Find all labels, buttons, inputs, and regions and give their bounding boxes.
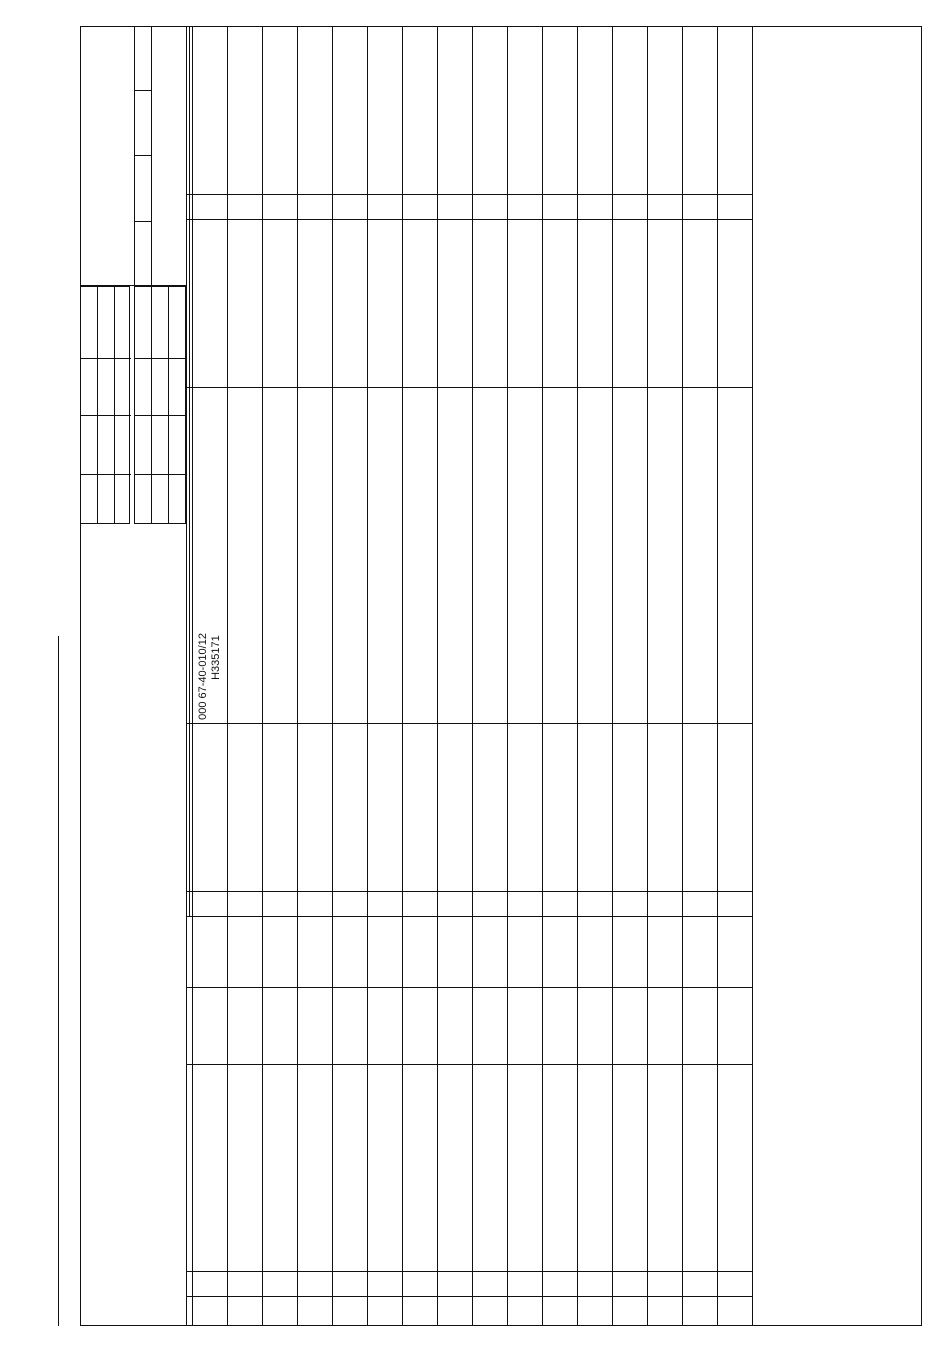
- to-be-added-cell: [648, 988, 683, 1065]
- empty-reference-cell: [333, 27, 368, 195]
- material-cell: [333, 917, 368, 988]
- to-be-added-cell: [298, 988, 333, 1065]
- notice-divider: [58, 636, 59, 1326]
- quantity-cell: [648, 1272, 683, 1297]
- page-number: [135, 156, 151, 221]
- material-cell: [718, 917, 753, 988]
- description-cell: [473, 1065, 508, 1272]
- material-cell: [648, 917, 683, 988]
- empty-reference-cell: [473, 27, 508, 195]
- to-be-added-cell: [578, 988, 613, 1065]
- empty-reference-cell: [683, 195, 718, 220]
- empty-reference-cell: [683, 723, 718, 891]
- reference-cell: [228, 220, 263, 388]
- empty-reference-cell: [578, 891, 613, 916]
- date-label: [135, 474, 151, 523]
- item-cell: [333, 1297, 368, 1326]
- empty-reference-cell: [613, 195, 648, 220]
- table-row: [683, 27, 718, 1326]
- item-cell: [508, 1297, 543, 1326]
- empty-reference-cell: [403, 891, 438, 916]
- item-cell: [473, 1297, 508, 1326]
- description-cell: [543, 1065, 578, 1272]
- reference-cell: [543, 220, 578, 388]
- quantity-cell: [543, 1272, 578, 1297]
- empty-reference-cell: [473, 723, 508, 891]
- empty-reference-cell: [368, 723, 403, 891]
- empty-reference-cell: [403, 723, 438, 891]
- empty-reference-cell: [543, 27, 578, 195]
- empty-reference-cell: [543, 891, 578, 916]
- to-be-added-cell: [193, 988, 228, 1065]
- material-cell: [543, 917, 578, 988]
- date-label: [81, 474, 97, 523]
- item-cell: [228, 1297, 263, 1326]
- empty-reference-cell: [543, 388, 578, 724]
- item-cell: [543, 1297, 578, 1326]
- description-cell: [368, 1065, 403, 1272]
- reference-cell: [718, 220, 753, 388]
- item-cell: [368, 1297, 403, 1326]
- material-cell: [263, 917, 298, 988]
- description-cell: [648, 1065, 683, 1272]
- reviewed-label: [115, 474, 131, 523]
- empty-reference-cell: [263, 891, 298, 916]
- empty-reference-cell: [368, 27, 403, 195]
- empty-reference-cell: [263, 388, 298, 724]
- empty-reference-cell: [543, 195, 578, 220]
- empty-reference-cell: [473, 195, 508, 220]
- empty-reference-cell: [718, 195, 753, 220]
- description-cell: [228, 1065, 263, 1272]
- empty-reference-cell: [648, 891, 683, 916]
- empty-reference-cell: [578, 195, 613, 220]
- description-cell: [298, 1065, 333, 1272]
- table-row: [508, 27, 543, 1326]
- quantity-cell: [298, 1272, 333, 1297]
- empty-reference-cell: [368, 388, 403, 724]
- to-be-added-cell: [613, 988, 648, 1065]
- empty-reference-cell: [263, 723, 298, 891]
- empty-reference-cell: [403, 27, 438, 195]
- to-be-added-cell: [228, 988, 263, 1065]
- description-cell: [333, 1065, 368, 1272]
- to-be-added-cell: [403, 988, 438, 1065]
- table-row: [228, 27, 263, 1326]
- reference-cell: [473, 220, 508, 388]
- material-cell: [403, 917, 438, 988]
- to-be-added-cell: [368, 988, 403, 1065]
- empty-reference-cell: [298, 388, 333, 724]
- reference-cell: [403, 220, 438, 388]
- empty-reference-cell: [193, 195, 228, 220]
- empty-reference-cell: [473, 891, 508, 916]
- quantity-cell: [683, 1272, 718, 1297]
- item-cell: [403, 1297, 438, 1326]
- table-row: [648, 27, 683, 1326]
- empty-reference-cell: [333, 195, 368, 220]
- reference-cell: [368, 220, 403, 388]
- part-number: H335171: [210, 635, 222, 680]
- material-cell: [578, 917, 613, 988]
- name-label: [152, 474, 168, 523]
- quantity-cell: [403, 1272, 438, 1297]
- item-cell: [298, 1297, 333, 1326]
- to-be-added-cell: [683, 988, 718, 1065]
- description-cell: [403, 1065, 438, 1272]
- approval-block-1: [80, 286, 130, 524]
- description-cell: [683, 1065, 718, 1272]
- quantity-cell: [193, 1272, 228, 1297]
- empty-reference-cell: [333, 388, 368, 724]
- empty-reference-cell: [228, 388, 263, 724]
- quantity-cell: [438, 1272, 473, 1297]
- reference-cell: [683, 220, 718, 388]
- empty-reference-cell: [193, 220, 228, 388]
- spare-parts-table: [186, 26, 753, 1326]
- empty-reference-cell: [613, 891, 648, 916]
- empty-reference-cell: [508, 195, 543, 220]
- material-cell: [613, 917, 648, 988]
- to-be-added-cell: [508, 988, 543, 1065]
- empty-reference-cell: [543, 723, 578, 891]
- to-be-added-cell: [263, 988, 298, 1065]
- table-row: [718, 27, 753, 1326]
- reference-cell: [438, 220, 473, 388]
- quantity-cell: [473, 1272, 508, 1297]
- empty-reference-cell: [438, 195, 473, 220]
- item-cell: [193, 1297, 228, 1326]
- empty-reference-cell: [333, 723, 368, 891]
- empty-reference-cell: [718, 891, 753, 916]
- empty-reference-cell: [718, 27, 753, 195]
- empty-reference-cell: [298, 723, 333, 891]
- material-cell: [508, 917, 543, 988]
- empty-reference-cell: [613, 27, 648, 195]
- empty-reference-cell: [368, 891, 403, 916]
- item-cell: [263, 1297, 298, 1326]
- to-be-added-cell: [473, 988, 508, 1065]
- empty-reference-cell: [718, 388, 753, 724]
- item-cell: [718, 1297, 753, 1326]
- quantity-cell: [508, 1272, 543, 1297]
- reference-cell: [298, 220, 333, 388]
- date-value: [81, 415, 97, 474]
- material-cell: [473, 917, 508, 988]
- item-cell: [438, 1297, 473, 1326]
- reference-cell: [228, 27, 263, 195]
- material-cell: [438, 917, 473, 988]
- empty-reference-cell: [508, 388, 543, 724]
- empty-reference-cell: [683, 891, 718, 916]
- item-cell: [613, 1297, 648, 1326]
- reference-cell: [333, 220, 368, 388]
- to-be-added-cell: [543, 988, 578, 1065]
- empty-reference-cell: [228, 195, 263, 220]
- empty-reference-cell: [648, 195, 683, 220]
- table-row: [193, 27, 228, 1326]
- approval-block-2: [134, 286, 186, 524]
- table-row: [578, 27, 613, 1326]
- empty-reference-cell: [578, 27, 613, 195]
- item-cell: [683, 1297, 718, 1326]
- quantity-cell: [718, 1272, 753, 1297]
- description-cell: [718, 1065, 753, 1272]
- empty-reference-cell: [683, 388, 718, 724]
- empty-reference-cell: [648, 723, 683, 891]
- table-row: [438, 27, 473, 1326]
- empty-reference-cell: [473, 388, 508, 724]
- name-label: [98, 474, 114, 523]
- quantity-cell: [578, 1272, 613, 1297]
- page-total: [135, 26, 151, 90]
- reference-cell: [508, 220, 543, 388]
- empty-reference-cell: [263, 27, 298, 195]
- description-cell: [613, 1065, 648, 1272]
- empty-reference-cell: [193, 891, 228, 916]
- empty-reference-cell: [333, 891, 368, 916]
- table-row: [368, 27, 403, 1326]
- table-row: [543, 27, 578, 1326]
- name-value: [98, 415, 114, 474]
- description-cell: [263, 1065, 298, 1272]
- empty-reference-cell: [438, 723, 473, 891]
- description-cell: [438, 1065, 473, 1272]
- item-cell: [578, 1297, 613, 1326]
- empty-reference-cell: [228, 891, 263, 916]
- material-cell: [368, 917, 403, 988]
- reference-number: 000 67-40-010/12: [197, 633, 209, 720]
- quantity-cell: [613, 1272, 648, 1297]
- quantity-cell: [368, 1272, 403, 1297]
- empty-reference-cell: [438, 388, 473, 724]
- reference-cell: [193, 388, 228, 724]
- page-info: [134, 26, 186, 286]
- empty-reference-cell: [263, 195, 298, 220]
- quantity-cell: [333, 1272, 368, 1297]
- table-row: [613, 27, 648, 1326]
- to-be-added-cell: [333, 988, 368, 1065]
- quantity-cell: [263, 1272, 298, 1297]
- table-row: [263, 27, 298, 1326]
- table-row: [473, 27, 508, 1326]
- empty-reference-cell: [508, 891, 543, 916]
- table-row: [298, 27, 333, 1326]
- empty-reference-cell: [298, 891, 333, 916]
- empty-reference-cell: [193, 723, 228, 891]
- empty-reference-cell: [613, 723, 648, 891]
- empty-reference-cell: [298, 27, 333, 195]
- item-cell: [648, 1297, 683, 1326]
- empty-reference-cell: [508, 27, 543, 195]
- description-cell: [193, 1065, 228, 1272]
- empty-reference-cell: [193, 27, 228, 195]
- to-be-added-cell: [438, 988, 473, 1065]
- empty-reference-cell: [683, 27, 718, 195]
- material-cell: [228, 917, 263, 988]
- reference-cell: [613, 220, 648, 388]
- table-row: [333, 27, 368, 1326]
- page-label: [135, 221, 151, 286]
- reference-cell: [228, 723, 263, 891]
- empty-reference-cell: [718, 723, 753, 891]
- empty-reference-cell: [508, 723, 543, 891]
- material-cell: [193, 917, 228, 988]
- empty-reference-cell: [648, 388, 683, 724]
- quantity-cell: [228, 1272, 263, 1297]
- material-cell: [298, 917, 333, 988]
- material-cell: [683, 917, 718, 988]
- table-row: [403, 27, 438, 1326]
- empty-reference-cell: [613, 388, 648, 724]
- description-cell: [508, 1065, 543, 1272]
- description-cell: [578, 1065, 613, 1272]
- empty-reference-cell: [298, 195, 333, 220]
- of-label: [135, 90, 151, 155]
- empty-reference-cell: [578, 723, 613, 891]
- empty-reference-cell: [368, 195, 403, 220]
- empty-reference-cell: [403, 388, 438, 724]
- empty-reference-cell: [403, 195, 438, 220]
- reference-cell: [578, 220, 613, 388]
- reviewed-label: [169, 474, 185, 523]
- empty-reference-cell: [438, 891, 473, 916]
- to-be-added-cell: [718, 988, 753, 1065]
- empty-reference-cell: [648, 27, 683, 195]
- reference-cell: [648, 220, 683, 388]
- empty-reference-cell: [578, 388, 613, 724]
- reference-cell: [263, 220, 298, 388]
- empty-reference-cell: [438, 27, 473, 195]
